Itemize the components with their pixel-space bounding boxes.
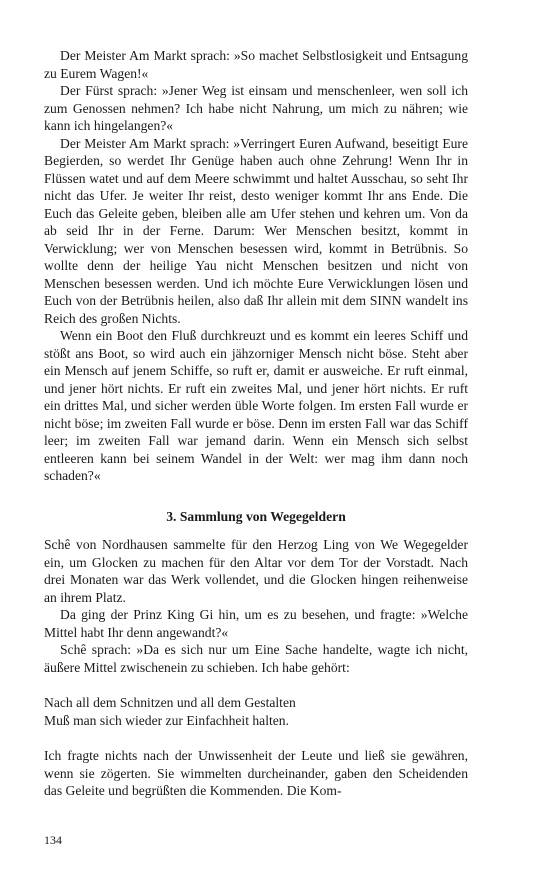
page-body	[44, 47, 468, 800]
paragraph: Da ging der Prinz King Gi hin, um es zu besehen, und fragte: »Welche Mittel habt Ihr denn angewandt?«	[44, 607, 468, 640]
paragraph: Der Meister Am Markt sprach: »So machet Selbstlosigkeit und Entsagung zu Eurem Wagen!«	[44, 48, 468, 81]
paragraph: Wenn ein Boot den Fluß durchkreuzt und es kommt ein leeres Schiff und stößt ans Boot, so wird auch ein jähzorniger Mensch nicht böse. Steht aber ein Mensch auf jenem Schiffe, so ruft er, damit er ausweiche. Er ruft einmal, und jener hört nichts. Er ruft ein zweites Mal, und jener hört nichts. Er ruft ein drittes Mal, und sicher werden üble Worte folgen. Im ersten Fall wurde er nicht böse; im zweiten Fall wurde er böse. Denn im ersten Fall war das Schiff leer; im zweiten Fall war jemand darin. Wenn ein Mensch sich selbst entleeren kann bei seinem Wandel in der Welt: wer mag ihm dann noch schaden?«	[44, 328, 468, 483]
verse-line: Muß man sich wieder zur Einfachheit halten.	[44, 712, 289, 728]
verse-block	[44, 694, 468, 729]
paragraph: Schê sprach: »Da es sich nur um Eine Sache handelte, wagte ich nicht, äußere Mittel zwischenein zu schieben. Ich habe gehört:	[44, 642, 468, 675]
page-number: 134	[44, 833, 62, 847]
paragraph: Ich fragte nichts nach der Unwissenheit der Leute und ließ sie gewähren, wenn sie zögerten. Sie wimmelten durcheinander, gaben den Scheidenden das Geleite und begrüßten die Kommenden. Die Kom-	[44, 748, 468, 798]
paragraph: Schê von Nordhausen sammelte für den Herzog Ling von We Wegegelder ein, um Glocken zu machen für den Altar vor dem Tor der Vorstadt. Nach drei Monaten war das Werk vollendet, und die Glocken hingen reihenweise an ihrem Platz.	[44, 537, 468, 605]
section-heading: 3. Sammlung von Wegegeldern	[166, 508, 346, 524]
verse-line: Nach all dem Schnitzen und all dem Gestalten	[44, 695, 296, 710]
paragraph: Der Fürst sprach: »Jener Weg ist einsam und menschenleer, wen soll ich zum Genossen nehmen? Ich habe nicht Nahrung, um mich zu nähren; wie kann ich hingelangen?«	[44, 83, 468, 133]
paragraph: Der Meister Am Markt sprach: »Verringert Euren Aufwand, beseitigt Eure Begierden, so werdet Ihr Genüge haben auch ohne Zehrung! Wenn Ihr in Flüssen watet und auf dem Meere schwimmt und haltet Ausschau, so seht Ihr nicht das Ufer. Je weiter Ihr reist, desto weniger kommt Ihr ans Ende. Die Euch das Geleite geben, bleiben alle am Ufer stehen und kehren um. Von da ab seid Ihr in der Ferne. Darum: Wer Menschen besitzt, kommt in Verwicklung; wer von Menschen besessen wird, kommt in Betrübnis. So wollte denn der heilige Yau nicht Menschen besitzen und nicht von Menschen besessen werden. Und ich möchte Eure Verwicklungen lösen und Euch von der Betrübnis heilen, also daß Ihr allein mit dem SINN wandelt ins Reich des großen Nichts.	[44, 135, 468, 326]
